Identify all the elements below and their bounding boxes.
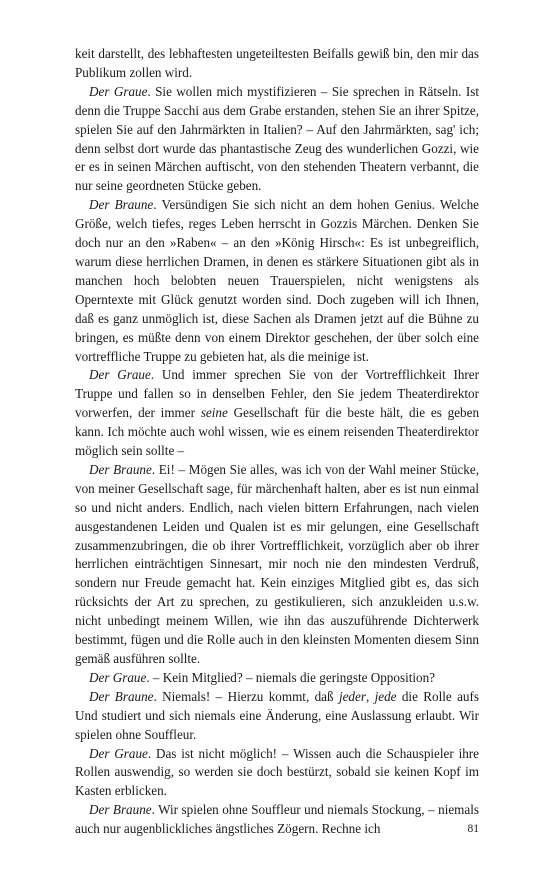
paragraph-text: . Sie wollen mich mystifizieren – Sie sprechen in Rätseln. Ist denn die Truppe Sacchi aus dem Grabe erstanden, stehen Sie an ihrer Spitze, spielen Sie auf den Jahrmärkten in Italien? – Auf den Jahrmärkten, sag' ich; denn selbst dort wurde das phantastische Zeug des wunderlichen Gozzi, wie er es in seinen Märchen auftischt, von den stehenden Theatern verbannt, die nur seine geordneten Stücke geben.: [75, 83, 479, 194]
speaker-name: Der Graue: [89, 83, 148, 99]
speaker-name: Der Braune: [89, 461, 152, 477]
speaker-name: Der Graue: [89, 367, 151, 383]
paragraph-text: . Und immer sprechen Sie von der Vortrefflichkeit Ihrer Truppe und fallen so in denselben Fehler, den Sie jedem Theaterdirektor vorwerfen, der immer: [75, 367, 479, 421]
speaker-name: Der Braune: [89, 688, 154, 704]
dialogue-paragraph: [75, 461, 479, 669]
paragraph-continuation: [75, 45, 479, 83]
dialogue-paragraph: [75, 83, 479, 196]
paragraph-text: . – Kein Mitglied? – niemals die geringste Opposition?: [146, 669, 435, 685]
speaker-name: Der Braune: [89, 197, 154, 213]
emphasized-word: seine: [200, 405, 228, 421]
speaker-name: Der Graue: [89, 745, 148, 761]
dialogue-paragraph: [75, 366, 479, 461]
emphasized-word: jeder: [338, 688, 366, 704]
speaker-name: Der Graue: [89, 669, 147, 685]
page-text: [75, 45, 479, 839]
dialogue-paragraph: [75, 669, 479, 688]
emphasized-word: jede: [374, 688, 397, 704]
paragraph-text: . Ei! – Mögen Sie alles, was ich von der Wahl meiner Stücke, von meiner Gesellschaft sage, für märchenhaft halten, aber es ist nun einmal so und nicht anders. Endlich, nach vielen bittern Erfahrungen, nach vielen ausgestandenen Leiden und Qualen ist es mir gelungen, eine Gesellschaft zusammenzubringen, die ob ihrer Vortrefflichkeit, vorzüglich aber ob ihrer herrlichen einträchtigen Sinnesart, mir noch nie den mindesten Verdruß, sondern nur Freude gemacht hat. Kein einziges Mitglied gibt es, das sich rücksichts der Art zu sprechen, zu gestikulieren, sich anzukleiden u.s.w. nicht unbedingt meinem Willen, wie ihn das auszuführende Dichterwerk bestimmt, fügen und die Rolle auch in den kleinsten Momenten diesem Sinn gemäß ausführen sollte.: [75, 461, 479, 666]
page-number: 81: [467, 823, 479, 835]
speaker-name: Der Braune: [89, 802, 152, 818]
dialogue-paragraph: [75, 745, 479, 802]
paragraph-text: . Versündigen Sie sich nicht an dem hohen Genius. Welche Größe, welch tiefes, reges Leben herrscht in Gozzis Märchen. Denken Sie doch nur an den »Raben« – an den »König Hirsch«: Es ist unbegreiflich, warum diese herrlichen Dramen, in denen es stärkere Situationen gibt als in manchen hoch belobten neuen Trauerspielen, nicht wenigstens als Operntexte mit Glück genutzt worden sind. Doch zugeben will ich Ihnen, daß es ganz unmöglich ist, diese Sachen als Dramen jetzt auf die Bühne zu bringen, es müßte denn von einem Direktor geschehen, der über solch eine vortreffliche Truppe zu gebieten hat, als die meinige ist.: [75, 197, 479, 364]
paragraph-text: . Das ist nicht möglich! – Wissen auch die Schauspieler ihre Rollen auswendig, so werden sie doch bestürzt, sobald sie keinen Kopf im Kasten erblicken.: [75, 745, 479, 799]
paragraph-text: . Niemals! – Hierzu kommt, daß: [153, 688, 339, 704]
dialogue-paragraph: [75, 688, 479, 745]
paragraph-text: ,: [365, 688, 375, 704]
paragraph-text: Gesellschaft für die beste hält, die es geben kann. Ich möchte auch wohl wissen, wie es einem reisenden Theaterdirektor möglich sein sollte –: [75, 405, 480, 459]
paragraph-text: die Rolle aufs Und studiert und sich niemals eine Änderung, eine Auslassung erlaubt. Wir spielen ohne Souffleur.: [75, 688, 479, 742]
paragraph-text: keit darstellt, des lebhaftesten ungeteiltesten Beifalls gewiß bin, den mir das Publikum zollen wird.: [75, 46, 479, 80]
paragraph-text: . Wir spielen ohne Souffleur und niemals Stockung, – niemals auch nur augenblickliches ängstliches Zögern. Rechne ich: [75, 802, 479, 837]
dialogue-paragraph: [75, 801, 479, 839]
dialogue-paragraph: [75, 196, 479, 366]
